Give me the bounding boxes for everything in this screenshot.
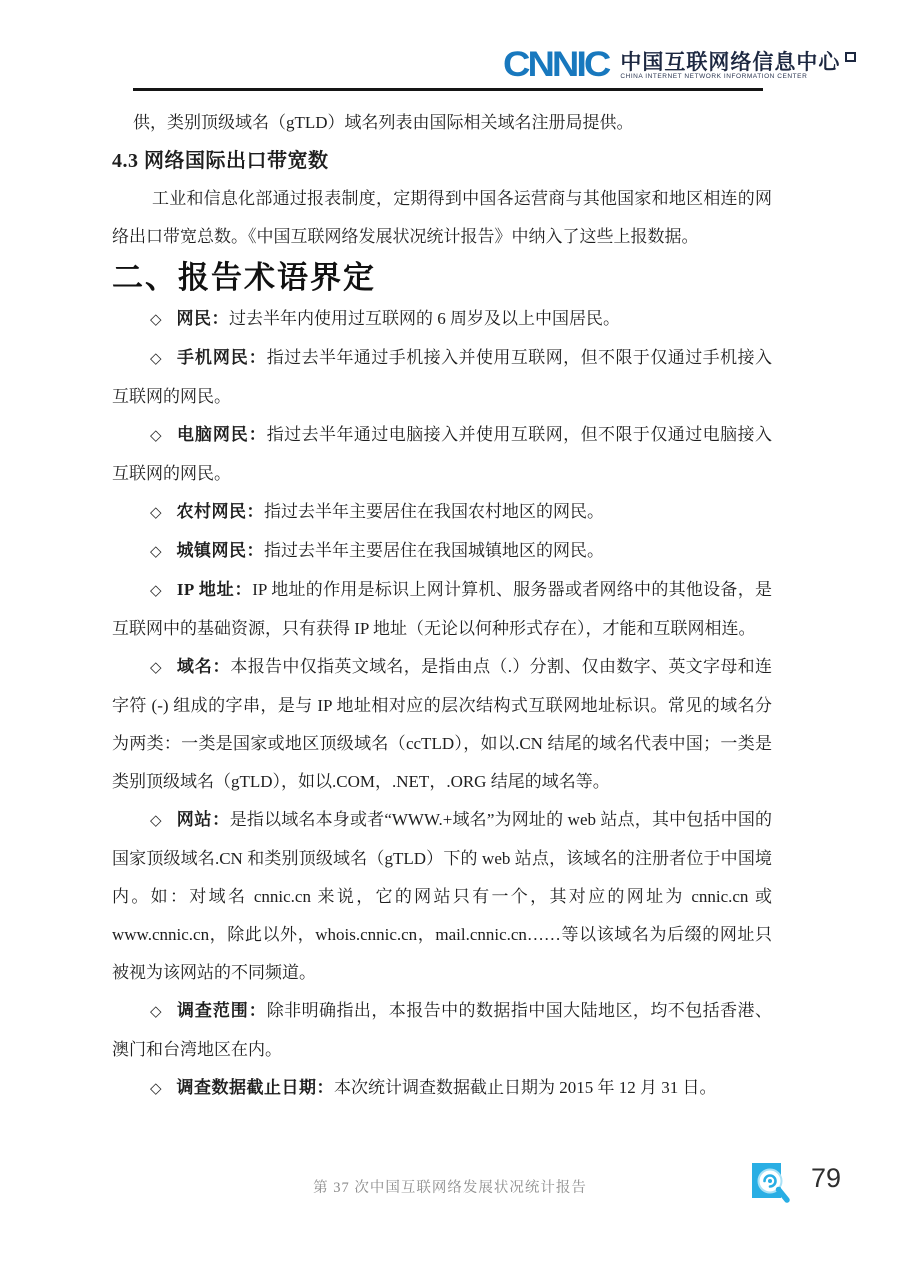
intro-continuation-line: 供，类别顶级域名（gTLD）域名列表由国际相关域名注册局提供。	[133, 113, 634, 132]
term-definition: 指过去半年主要居住在我国农村地区的网民。	[264, 502, 605, 521]
term-label: IP 地址：	[176, 580, 253, 599]
footer-report-title: 第 37 次中国互联网络发展状况统计报告	[313, 1180, 587, 1196]
section-4-3-heading: 4.3 网络国际出口带宽数	[112, 150, 329, 172]
term-item-ip-address	[112, 571, 772, 648]
terms-section-heading: 二、报告术语界定	[112, 260, 376, 296]
diamond-bullet-icon: ◇	[150, 351, 162, 367]
header-logo	[503, 45, 856, 85]
term-item-domain-name	[112, 648, 772, 801]
org-name-cn: 中国互联网络信息中心	[620, 50, 841, 74]
term-label: 调查范围：	[176, 1001, 267, 1020]
section-4-3-paragraph: 工业和信息化部通过报表制度，定期得到中国各运营商与其他国家和地区相连的网络出口带宽总数。《中国互联网络发展状况统计报告》中纳入了这些上报数据。	[112, 189, 772, 246]
diamond-bullet-icon: ◇	[150, 1081, 162, 1097]
term-definition: 本次统计调查数据截止日期为 2015 年 12 月 31 日。	[334, 1078, 717, 1097]
org-name-block	[620, 48, 840, 81]
term-label: 电脑网民：	[176, 425, 267, 444]
cnnic-logo-wordmark: CNNIC	[503, 45, 609, 85]
diamond-bullet-icon: ◇	[150, 544, 162, 560]
term-label: 手机网民：	[176, 348, 267, 367]
term-definition: 指过去半年主要居住在我国城镇地区的网民。	[264, 541, 605, 560]
diamond-bullet-icon: ◇	[150, 428, 162, 444]
term-label: 农村网民：	[176, 502, 265, 521]
term-label: 网民：	[176, 309, 230, 328]
header-rule	[133, 88, 763, 91]
term-definition: 过去半年内使用过互联网的 6 周岁及以上中国居民。	[229, 309, 621, 328]
term-item-website	[112, 801, 772, 992]
term-definition: 除非明确指出，本报告中的数据指中国大陆地区，均不包括香港、澳门和台湾地区在内。	[112, 1001, 773, 1059]
diamond-bullet-icon: ◇	[150, 813, 162, 829]
term-item-survey-scope	[112, 992, 772, 1069]
diamond-bullet-icon: ◇	[150, 505, 162, 521]
term-label: 城镇网民：	[176, 541, 265, 560]
term-item-mobile-netizens	[112, 339, 772, 416]
term-label: 网站：	[176, 810, 230, 829]
term-item-rural-netizens	[112, 493, 772, 532]
page-number: 79	[811, 1163, 842, 1193]
diamond-bullet-icon: ◇	[150, 583, 162, 599]
term-item-computer-netizens	[112, 416, 772, 493]
org-name-en: CHINA INTERNET NETWORK INFORMATION CENTER	[620, 73, 808, 80]
diamond-bullet-icon: ◇	[150, 660, 162, 676]
logo-mark-icon	[845, 52, 856, 62]
cnnic-magnifier-icon	[751, 1160, 791, 1206]
term-item-urban-netizens	[112, 532, 772, 571]
term-definition: IP 地址的作用是标识上网计算机、服务器或者网络中的其他设备，是互联网中的基础资源，只有获得 IP 地址（无论以何种形式存在），才能和互联网相连。	[112, 580, 772, 638]
term-item-netizens	[112, 300, 772, 339]
diamond-bullet-icon: ◇	[150, 312, 162, 328]
term-definition: 是指以域名本身或者“WWW.+域名”为网址的 web 站点，其中包括中国的国家顶级域名.CN 和类别顶级域名（gTLD）下的 web 站点，该域名的注册者位于中国境内。如：对域名 cnnic.cn 来说，它的网站只有一个，其对应的网址为 cnnic.cn 或 www.cnnic.cn，除此以外，whois.cnnic.cn，mail.cnnic.cn……等以该域名为后缀的网址只被视为该网站的不同频道。	[112, 810, 772, 982]
term-item-survey-cutoff-date	[112, 1069, 772, 1108]
term-definition: 指过去半年通过手机接入并使用互联网，但不限于仅通过手机接入互联网的网民。	[112, 348, 773, 406]
page-content	[112, 104, 772, 1108]
term-definition: 本报告中仅指英文域名，是指由点（.）分割、仅由数字、英文字母和连字符 (-) 组成的字串，是与 IP 地址相对应的层次结构式互联网地址标识。常见的域名分为两类：一类是国家或地区顶级域名（ccTLD），如以.CN 结尾的域名代表中国；一类是类别顶级域名（gTLD），如以.COM，.NET，.ORG 结尾的域名等。	[112, 657, 773, 791]
term-label: 调查数据截止日期：	[176, 1078, 335, 1097]
term-definition: 指过去半年通过电脑接入并使用互联网，但不限于仅通过电脑接入互联网的网民。	[112, 425, 773, 483]
diamond-bullet-icon: ◇	[150, 1004, 162, 1020]
term-label: 域名：	[176, 657, 231, 676]
